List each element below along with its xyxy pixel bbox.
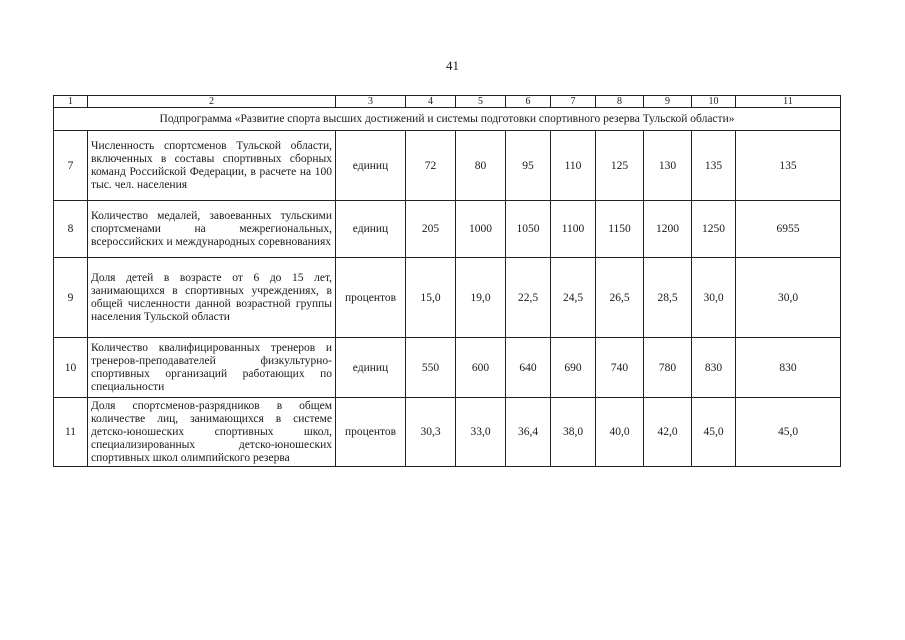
value-cell: 135 [692, 131, 736, 201]
row-number: 7 [54, 131, 88, 201]
value-cell: 30,0 [692, 258, 736, 338]
value-cell: 830 [692, 338, 736, 398]
value-cell: 1000 [456, 201, 506, 258]
row-number: 10 [54, 338, 88, 398]
indicator-name: Доля спортсменов-разрядников в общем количестве лиц, занимающихся в системе детско-юношеских спортивных школ, специализированных детско-юношеских спортивных школ олимпийского резерва [88, 398, 336, 467]
unit-cell: единиц [336, 131, 406, 201]
column-number-cell: 8 [596, 96, 644, 108]
value-cell: 95 [506, 131, 551, 201]
column-number-cell: 7 [551, 96, 596, 108]
indicator-row [54, 201, 841, 258]
value-cell: 830 [736, 338, 841, 398]
value-cell: 30,3 [406, 398, 456, 467]
value-cell: 45,0 [736, 398, 841, 467]
value-cell: 80 [456, 131, 506, 201]
value-cell: 690 [551, 338, 596, 398]
value-cell: 19,0 [456, 258, 506, 338]
row-number: 9 [54, 258, 88, 338]
indicator-name: Численность спортсменов Тульской области, включенных в составы спортивных сборных команд Российской Федерации, в расчете на 100 тыс. чел. населения [88, 131, 336, 201]
row-number: 11 [54, 398, 88, 467]
indicators-table [53, 95, 841, 467]
row-number: 8 [54, 201, 88, 258]
value-cell: 1150 [596, 201, 644, 258]
value-cell: 33,0 [456, 398, 506, 467]
indicator-row [54, 338, 841, 398]
indicator-name: Доля детей в возрасте от 6 до 15 лет, занимающихся в спортивных учреждениях, в общей численности данной возрастной группы населения Тульской области [88, 258, 336, 338]
value-cell: 40,0 [596, 398, 644, 467]
value-cell: 125 [596, 131, 644, 201]
unit-cell: процентов [336, 258, 406, 338]
column-number-cell: 5 [456, 96, 506, 108]
value-cell: 36,4 [506, 398, 551, 467]
value-cell: 780 [644, 338, 692, 398]
value-cell: 640 [506, 338, 551, 398]
unit-cell: единиц [336, 201, 406, 258]
subprogram-title: Подпрограмма «Развитие спорта высших достижений и системы подготовки спортивного резерва Тульской области» [54, 108, 841, 131]
unit-cell: процентов [336, 398, 406, 467]
value-cell: 130 [644, 131, 692, 201]
value-cell: 6955 [736, 201, 841, 258]
indicator-name: Количество квалифицированных тренеров и тренеров-преподавателей физкультурно-спортивных организаций работающих по специальности [88, 338, 336, 398]
column-number-row [54, 96, 841, 108]
column-number-cell: 1 [54, 96, 88, 108]
value-cell: 45,0 [692, 398, 736, 467]
value-cell: 28,5 [644, 258, 692, 338]
value-cell: 600 [456, 338, 506, 398]
value-cell: 1050 [506, 201, 551, 258]
column-number-cell: 9 [644, 96, 692, 108]
value-cell: 1200 [644, 201, 692, 258]
value-cell: 110 [551, 131, 596, 201]
value-cell: 24,5 [551, 258, 596, 338]
value-cell: 205 [406, 201, 456, 258]
page-number: 41 [446, 58, 459, 73]
unit-cell: единиц [336, 338, 406, 398]
value-cell: 38,0 [551, 398, 596, 467]
subprogram-row [54, 108, 841, 131]
value-cell: 740 [596, 338, 644, 398]
column-number-cell: 11 [736, 96, 841, 108]
column-number-cell: 6 [506, 96, 551, 108]
value-cell: 42,0 [644, 398, 692, 467]
value-cell: 15,0 [406, 258, 456, 338]
value-cell: 1100 [551, 201, 596, 258]
value-cell: 30,0 [736, 258, 841, 338]
indicator-row [54, 398, 841, 467]
column-number-cell: 10 [692, 96, 736, 108]
value-cell: 550 [406, 338, 456, 398]
value-cell: 72 [406, 131, 456, 201]
value-cell: 1250 [692, 201, 736, 258]
indicator-row [54, 131, 841, 201]
indicator-row [54, 258, 841, 338]
value-cell: 26,5 [596, 258, 644, 338]
value-cell: 22,5 [506, 258, 551, 338]
value-cell: 135 [736, 131, 841, 201]
column-number-cell: 4 [406, 96, 456, 108]
column-number-cell: 3 [336, 96, 406, 108]
column-number-cell: 2 [88, 96, 336, 108]
indicator-name: Количество медалей, завоеванных тульскими спортсменами на межрегиональных, всероссийских и международных соревнованиях [88, 201, 336, 258]
